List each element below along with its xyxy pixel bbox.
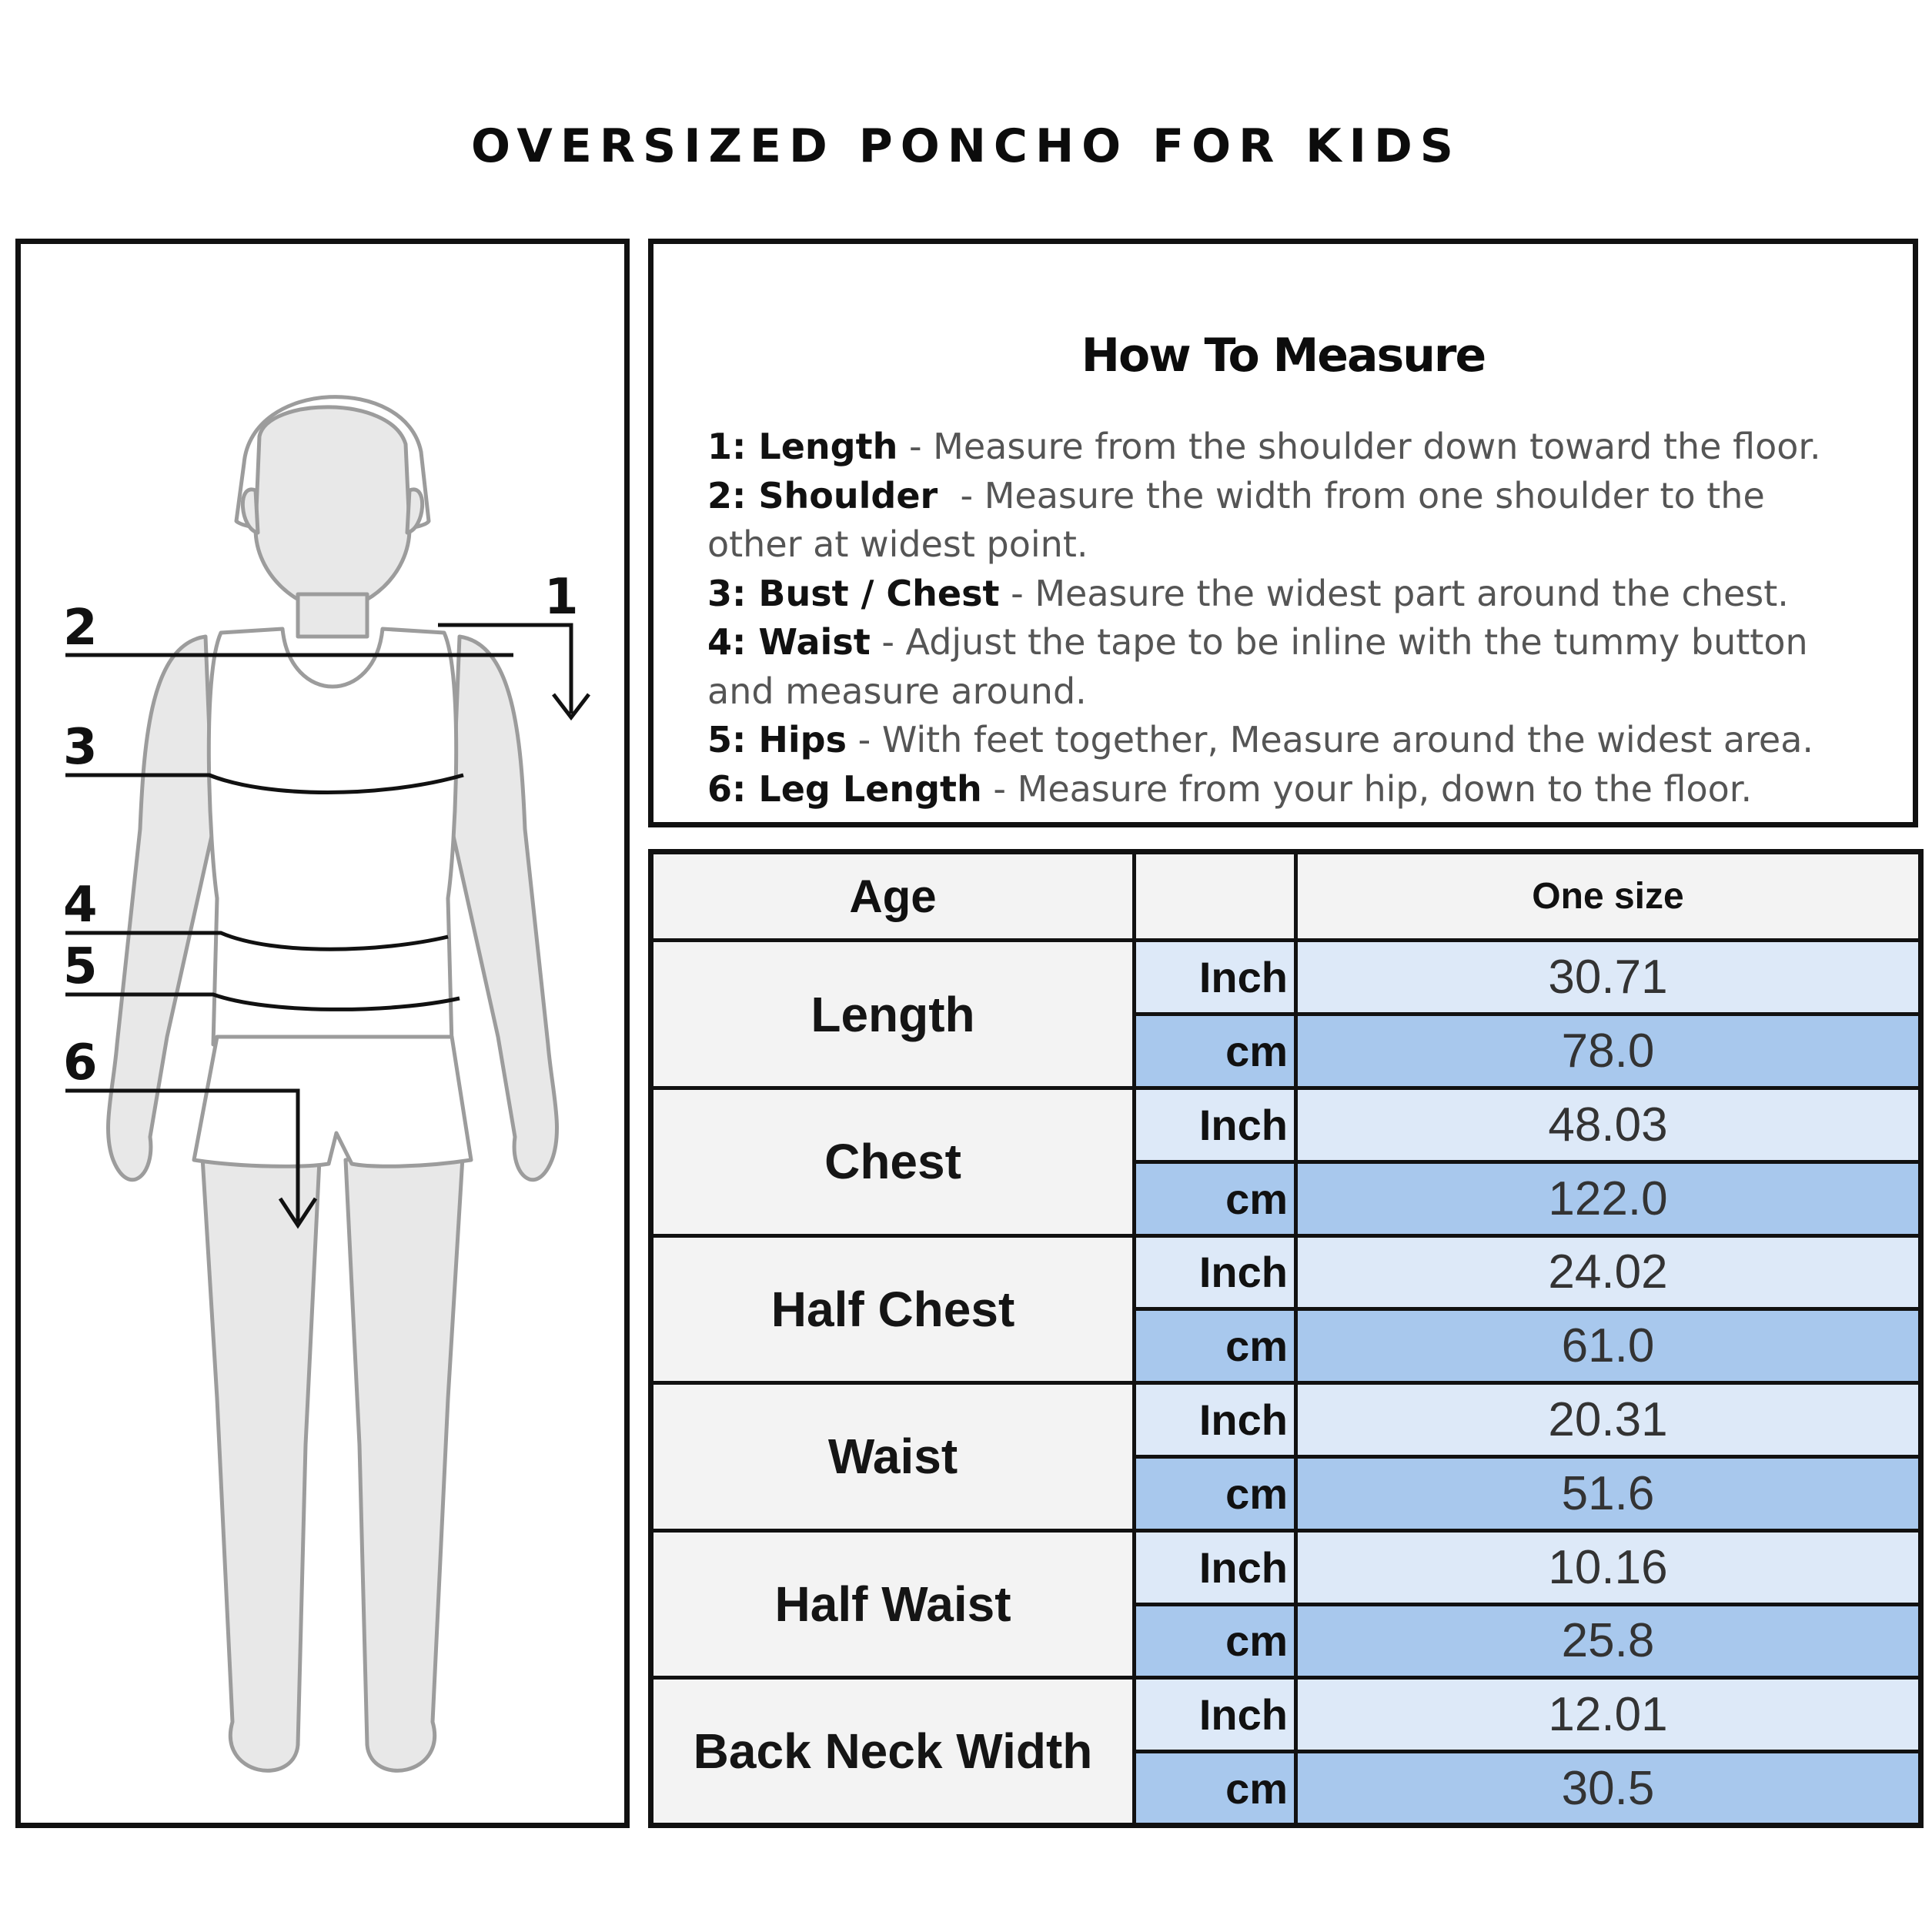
table-row (651, 1235, 1921, 1309)
measure-half-chest: Half Chest (651, 1235, 1135, 1383)
measure-chest: Chest (651, 1088, 1135, 1235)
marker-4: 4 (63, 877, 98, 934)
marker-3: 3 (63, 719, 98, 776)
value-back-neck-width-cm: 30.5 (1296, 1752, 1921, 1826)
unit-cm: cm (1135, 1604, 1296, 1678)
value-half-chest-cm: 61.0 (1296, 1309, 1921, 1383)
marker-2: 2 (63, 600, 98, 657)
instruction-hips: 5: Hips - With feet together, Measure around the widest area. (707, 719, 1814, 760)
instruction-waist: 4: Waist - Adjust the tape to be inline with the tummy button (707, 621, 1808, 663)
marker-6: 6 (63, 1035, 98, 1091)
unit-inch: Inch (1135, 1383, 1296, 1457)
value-half-waist-inch: 10.16 (1296, 1530, 1921, 1604)
unit-inch: Inch (1135, 941, 1296, 1014)
instruction-waist-cont: and measure around. (707, 670, 1087, 712)
page-title: OVERSIZED PONCHO FOR KIDS (471, 119, 1461, 173)
unit-cm: cm (1135, 1162, 1296, 1235)
measure-length: Length (651, 941, 1135, 1088)
instruction-chest: 3: Bust / Chest - Measure the widest part around the chest. (707, 572, 1789, 614)
marker-1: 1 (544, 569, 579, 626)
child-body-outline (109, 397, 557, 1771)
measure-back-neck-width: Back Neck Width (651, 1678, 1135, 1826)
unit-inch: Inch (1135, 1088, 1296, 1162)
table-header-row (651, 852, 1921, 941)
unit-cm: cm (1135, 1752, 1296, 1826)
measurement-instructions (707, 423, 1908, 814)
value-waist-inch: 20.31 (1296, 1383, 1921, 1457)
value-back-neck-width-inch: 12.01 (1296, 1678, 1921, 1752)
marker-5: 5 (63, 938, 98, 995)
value-length-cm: 78.0 (1296, 1014, 1921, 1088)
unit-cm: cm (1135, 1456, 1296, 1530)
table-row (651, 1678, 1921, 1752)
value-length-inch: 30.71 (1296, 941, 1921, 1014)
unit-cm: cm (1135, 1014, 1296, 1088)
value-half-waist-cm: 25.8 (1296, 1604, 1921, 1678)
child-figure-illustration (21, 244, 624, 1823)
value-half-chest-inch: 24.02 (1296, 1235, 1921, 1309)
unit-inch: Inch (1135, 1235, 1296, 1309)
table-row (651, 1088, 1921, 1162)
value-chest-cm: 122.0 (1296, 1162, 1921, 1235)
header-unit (1135, 852, 1296, 941)
header-age: Age (651, 852, 1135, 941)
unit-cm: cm (1135, 1309, 1296, 1383)
instruction-shoulder-cont: other at widest point. (707, 523, 1088, 565)
how-to-measure-panel (648, 239, 1918, 827)
how-to-measure-heading: How To Measure (1081, 329, 1486, 383)
table-row (651, 1383, 1921, 1457)
value-waist-cm: 51.6 (1296, 1456, 1921, 1530)
table-row (651, 941, 1921, 1014)
table-row (651, 1530, 1921, 1604)
unit-inch: Inch (1135, 1678, 1296, 1752)
header-one-size: One size (1296, 852, 1921, 941)
instruction-shoulder: 2: Shoulder - Measure the width from one shoulder to the (707, 474, 1765, 516)
instruction-length: 1: Length - Measure from the shoulder down toward the floor. (707, 426, 1821, 467)
figure-panel (15, 239, 630, 1828)
measure-waist: Waist (651, 1383, 1135, 1531)
value-chest-inch: 48.03 (1296, 1088, 1921, 1162)
measure-half-waist: Half Waist (651, 1530, 1135, 1678)
size-chart-table (648, 849, 1924, 1828)
instruction-leg-length: 6: Leg Length - Measure from your hip, down to the floor. (707, 767, 1753, 810)
unit-inch: Inch (1135, 1530, 1296, 1604)
